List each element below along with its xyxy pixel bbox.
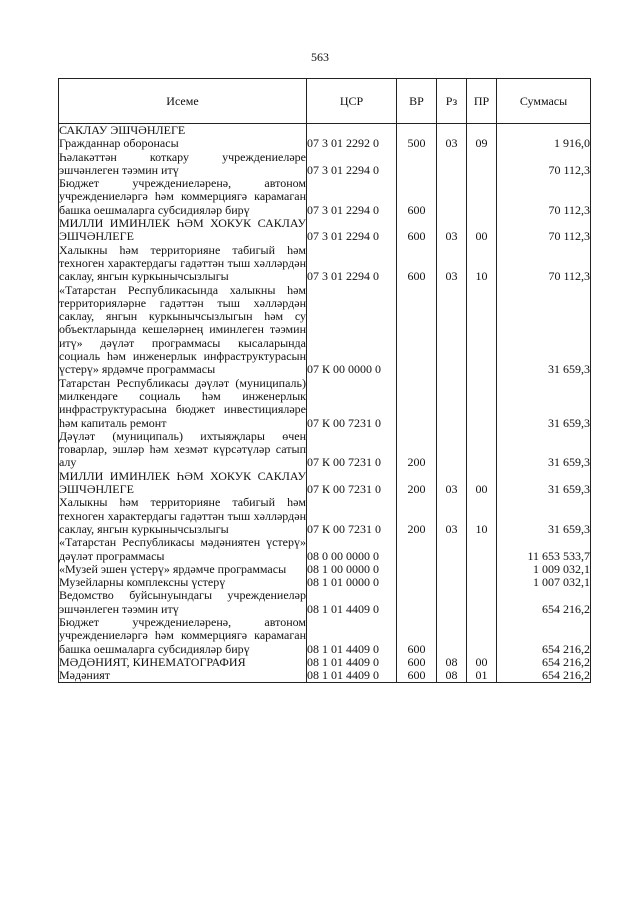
table-row: [59, 430, 591, 470]
row-pr: 10: [467, 244, 497, 284]
row-vr: [397, 124, 437, 138]
row-csr: 08 0 00 0000 0: [307, 536, 397, 563]
row-pr: [467, 616, 497, 656]
row-name: Халыкны һәм территорияне табигый һәм техноген характердагы гадәттән тыш хәлләрдән саклау, янгын куркынычсызлыгы: [59, 495, 306, 536]
row-csr: 08 1 00 0000 0: [307, 563, 397, 576]
row-vr: [397, 536, 437, 563]
row-sum: 70 112,3: [497, 151, 591, 178]
row-pr: 10: [467, 496, 497, 536]
row-pr: 09: [467, 137, 497, 150]
section-heading-row: [59, 656, 591, 669]
row-csr: 08 1 01 4409 0: [307, 589, 397, 616]
row-pr: [467, 151, 497, 178]
row-vr: 600: [397, 217, 437, 244]
row-rz: [437, 576, 467, 589]
row-csr: 07 К 00 7231 0: [307, 496, 397, 536]
row-vr: [397, 563, 437, 576]
row-rz: 08: [437, 669, 467, 683]
row-csr: 07 3 01 2294 0: [307, 151, 397, 178]
row-sum: 1 007 032,1: [497, 576, 591, 589]
row-vr: 600: [397, 616, 437, 656]
row-name: Дәүләт (муниципаль) ихтыяҗлары өчен товарлар, эшләр һәм хезмәт күрсәтүләр сатып алу: [59, 428, 306, 470]
header-rz: Рз: [437, 79, 467, 124]
row-vr: 200: [397, 430, 437, 470]
row-pr: [467, 430, 497, 470]
row-pr: [467, 589, 497, 616]
row-rz: [437, 430, 467, 470]
row-csr: 07 К 00 0000 0: [307, 284, 397, 377]
row-rz: [437, 589, 467, 616]
page-number: 563: [311, 50, 329, 64]
row-rz: [437, 124, 467, 138]
row-rz: [437, 377, 467, 430]
row-rz: 03: [437, 217, 467, 244]
row-rz: 03: [437, 244, 467, 284]
row-name: «Татарстан Республикасында халыкны һәм территорияләрне гадәттән тыш хәлләрдән саклау, янгын куркынычсызлыгын һәм су объектларында кешеләрнең иминлеген тәэмин итү» дәүләт программасы кысаларында социаль һәм инженерлык инфраструктурасын үстерү» ярдәмче программасы: [59, 282, 306, 377]
row-rz: 03: [437, 137, 467, 150]
table-row: [59, 377, 591, 430]
row-vr: 200: [397, 496, 437, 536]
row-vr: 200: [397, 470, 437, 497]
row-csr: 08 1 01 0000 0: [307, 576, 397, 589]
row-pr: [467, 124, 497, 138]
row-vr: 600: [397, 656, 437, 669]
row-rz: [437, 177, 467, 217]
row-name: Татарстан Республикасы дәүләт (муниципаль) милкендәге социаль һәм инженерлык инфраструктурасына бюджет инвестицияләре һәм капиталь ремонт: [59, 375, 306, 430]
row-name: МӘДӘНИЯТ, КИНЕМАТОГРАФИЯ: [59, 656, 307, 669]
section-heading-row: [59, 124, 591, 138]
row-name: Гражданнар оборонасы: [59, 137, 307, 150]
table-body: [59, 124, 591, 683]
row-rz: 03: [437, 470, 467, 497]
row-name: Бюджет учреждениеләренә, автоном учреждениеләргә һәм коммерциягә карамаган башка оешмаларга субсидияләр бирү: [59, 176, 306, 217]
table-row: [59, 536, 591, 563]
row-sum: 31 659,3: [497, 430, 591, 470]
row-vr: [397, 377, 437, 430]
row-rz: 03: [437, 496, 467, 536]
header-sum: Суммасы: [497, 79, 591, 124]
row-csr: 07 3 01 2292 0: [307, 137, 397, 150]
row-rz: [437, 616, 467, 656]
row-csr: 07 3 01 2294 0: [307, 244, 397, 284]
row-name: Бюджет учреждениеләренә, автоном учреждениеләргә һәм коммерциягә карамаган башка оешмаларга субсидияләр бирү: [59, 614, 306, 656]
row-rz: [437, 284, 467, 377]
row-csr: 08 1 01 4409 0: [307, 669, 397, 683]
row-sum: 654 216,2: [497, 656, 591, 669]
table-row: [59, 563, 591, 576]
table-row: [59, 244, 591, 284]
section-heading-row: [59, 470, 591, 497]
row-rz: 08: [437, 656, 467, 669]
row-vr: [397, 284, 437, 377]
row-sum: 31 659,3: [497, 470, 591, 497]
row-csr: [307, 124, 397, 138]
row-csr: 07 К 00 7231 0: [307, 430, 397, 470]
row-pr: [467, 177, 497, 217]
row-sum: 70 112,3: [497, 177, 591, 217]
header-vr: ВР: [397, 79, 437, 124]
table-row: [59, 284, 591, 377]
table-row: [59, 137, 591, 150]
row-pr: 00: [467, 470, 497, 497]
row-name: МИЛЛИ ИМИНЛЕК ҺӘМ ХОКУК САКЛАУ ЭШЧӘНЛЕГЕ: [59, 216, 306, 244]
row-sum: 654 216,2: [497, 589, 591, 616]
row-name: Халыкны һәм территорияне табигый һәм техноген характердагы гадәттән тыш хәлләрдән саклау, янгын куркынычсызлыгы: [59, 242, 306, 284]
row-rz: [437, 563, 467, 576]
row-csr: 07 К 00 7231 0: [307, 377, 397, 430]
row-name: Музейларны комплексны үстерү: [59, 576, 307, 589]
row-rz: [437, 151, 467, 178]
row-pr: [467, 284, 497, 377]
row-vr: [397, 151, 437, 178]
row-csr: 08 1 01 4409 0: [307, 616, 397, 656]
row-sum: 654 216,2: [497, 669, 591, 683]
row-name: «Татарстан Республикасы мәдәниятен үстерү» дәүләт программасы: [59, 535, 306, 563]
table-row: [59, 589, 591, 616]
row-pr: 00: [467, 656, 497, 669]
row-vr: [397, 589, 437, 616]
table-row: [59, 177, 591, 217]
row-vr: 500: [397, 137, 437, 150]
row-sum: 31 659,3: [497, 284, 591, 377]
row-rz: [437, 536, 467, 563]
row-name: Һәлакәттән коткару учреждениеләре эшчәнлеген тәэмин итү: [59, 149, 306, 177]
row-vr: 600: [397, 244, 437, 284]
row-name: «Музей эшен үстерү» ярдәмче программасы: [59, 563, 307, 576]
row-pr: [467, 576, 497, 589]
table-row: [59, 616, 591, 656]
row-sum: 11 653 533,7: [497, 536, 591, 563]
row-sum: 654 216,2: [497, 616, 591, 656]
table-header: [59, 79, 591, 124]
row-vr: 600: [397, 177, 437, 217]
row-csr: 08 1 01 4409 0: [307, 656, 397, 669]
row-csr: 07 3 01 2294 0: [307, 217, 397, 244]
table-row: [59, 669, 591, 683]
row-sum: 31 659,3: [497, 377, 591, 430]
row-sum: 70 112,3: [497, 217, 591, 244]
header-pr: ПР: [467, 79, 497, 124]
row-name: Мәдәният: [59, 669, 307, 683]
row-sum: 70 112,3: [497, 244, 591, 284]
row-name: САКЛАУ ЭШЧӘНЛЕГЕ: [59, 124, 307, 138]
row-name: МИЛЛИ ИМИНЛЕК ҺӘМ ХОКУК САКЛАУ ЭШЧӘНЛЕГЕ: [59, 468, 306, 497]
row-vr: [397, 576, 437, 589]
row-vr: 600: [397, 669, 437, 683]
row-sum: [497, 124, 591, 138]
row-name: Ведомство буйсынуындагы учреждениеләр эшчәнлеген тәэмин итү: [59, 588, 306, 616]
header-csr: ЦСР: [307, 79, 397, 124]
row-sum: 1 009 032,1: [497, 563, 591, 576]
section-heading-row: [59, 217, 591, 244]
table-row: [59, 151, 591, 178]
row-csr: 07 К 00 7231 0: [307, 470, 397, 497]
budget-table: [58, 78, 591, 683]
row-pr: [467, 563, 497, 576]
row-pr: 00: [467, 217, 497, 244]
header-name: Исеме: [59, 79, 307, 124]
row-sum: 31 659,3: [497, 496, 591, 536]
row-sum: 1 916,0: [497, 137, 591, 150]
table-row: [59, 496, 591, 536]
row-pr: [467, 536, 497, 563]
row-pr: 01: [467, 669, 497, 683]
row-csr: 07 3 01 2294 0: [307, 177, 397, 217]
row-pr: [467, 377, 497, 430]
table-row: [59, 576, 591, 589]
